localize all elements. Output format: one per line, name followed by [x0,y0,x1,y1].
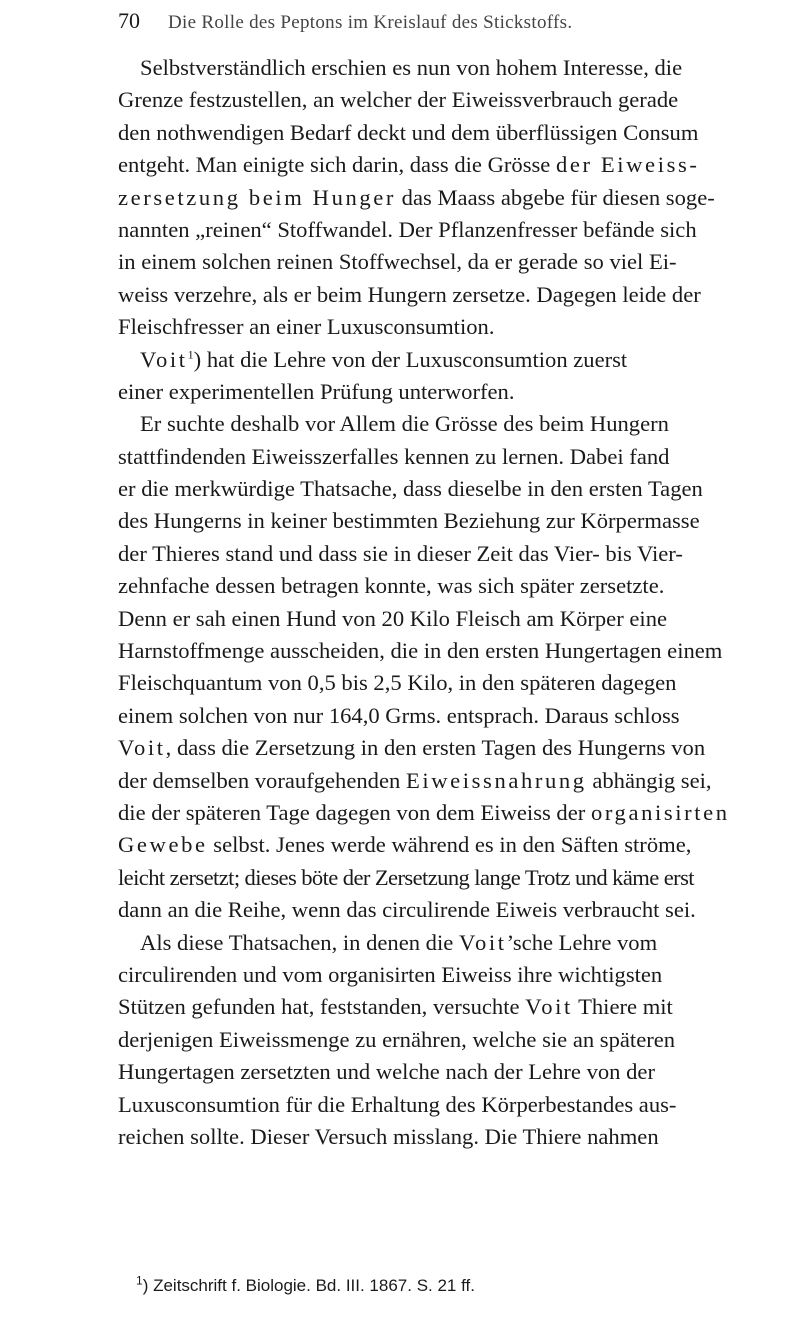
text-line: Als diese Thatsachen, in denen die Voit’sche Lehre vom [140,929,658,955]
page-number: 70 [118,8,140,33]
text-line: entgeht. Man einigte sich darin, dass die Grösse der Eiweiss- [118,152,700,178]
text-line: Gewebe selbst. Jenes werde während es in den Säften ströme, [118,832,692,858]
text-line: der Thieres stand und dass sie in dieser Zeit das Vier- bis Vier- [118,540,683,566]
text-line: der demselben voraufgehenden Eiweissnahrung abhängig sei, [118,767,712,793]
author-name: Voit [525,994,573,1020]
footnote-marker: 1 [136,1273,143,1288]
text-line: stattfindenden Eiweisszerfalles kennen zu lernen. Dabei fand [118,443,670,469]
text-line: Er suchte deshalb vor Allem die Grösse des beim Hungern [140,411,669,437]
emphasis-spaced: Eiweissnahrung [405,767,587,793]
text-line: den nothwendigen Bedarf deckt und dem überflüssigen Consum [118,119,699,145]
running-head: Die Rolle des Peptons im Kreislauf des Stickstoffs. [168,12,573,33]
text-line: Grenze festzustellen, an welcher der Eiweissverbrauch gerade [118,87,679,113]
author-name: Voit [458,929,507,955]
author-name: Voit [118,735,166,761]
text-line: Luxusconsumtion für die Erhaltung des Körperbestandes aus- [118,1091,677,1117]
text-line: weiss verzehre, als er beim Hungern zersetze. Dagegen leide der [118,281,701,307]
text-line: Selbstverständlich erschien es nun von hohem Interesse, die [140,55,683,80]
text-line: in einem solchen reinen Stoffwechsel, da er gerade so viel Ei- [118,249,677,275]
text-line: reichen sollte. Dieser Versuch misslang. Die Thiere nahmen [118,1123,659,1149]
text-line: die der späteren Tage dagegen von dem Eiweiss der organisirten [118,799,730,825]
text-line: Stützen gefunden hat, feststanden, versuchte Voit Thiere mit [118,994,673,1020]
text-line: derjenigen Eiweissmenge zu ernähren, welche sie an späteren [118,1026,676,1052]
emphasis-spaced: der Eiweiss- [555,152,700,178]
text-line: Denn er sah einen Hund von 20 Kilo Fleisch am Körper eine [118,605,668,631]
emphasis-spaced: organisirten [590,799,730,825]
text-line: Fleischfresser an einer Luxusconsumtion. [118,314,495,340]
text-line: Hungertagen zersetzten und welche nach der Lehre von der [118,1059,655,1085]
page-header [118,8,758,34]
text-line: zersetzung beim Hunger das Maass abgebe für diesen soge- [118,184,715,210]
footnote [118,1273,776,1296]
text-line: zehnfache dessen betragen konnte, was sich später zersetzte. [118,573,665,599]
text-line: des Hungerns in keiner bestimmten Beziehung zur Körpermasse [118,508,700,534]
text-line: leicht zersetzt; dieses böte der Zersetzung lange Trotz und käme erst [118,864,694,890]
text-line: Voit$^1$) hat die Lehre von der Luxusconsumtion zuerst [140,346,628,372]
body-text [118,52,758,1153]
text-line: circulirenden und vom organisirten Eiweiss ihre wichtigsten [118,961,663,987]
text-line: einem solchen von nur 164,0 Grms. entsprach. Daraus schloss [118,702,680,728]
text-line: dann an die Reihe, wenn das circulirende Eiweis verbraucht sei. [118,897,696,923]
footnote-ref: 1 [187,346,194,361]
text-line: Fleischquantum von 0,5 bis 2,5 Kilo, in den späteren dagegen [118,670,677,696]
text-line: nannten „reinen“ Stoffwandel. Der Pflanzenfresser befände sich [118,216,697,242]
emphasis-spaced: zersetzung beim Hunger [118,184,397,210]
text-line: einer experimentellen Prüfung unterworfen. [118,378,515,404]
emphasis-spaced: Gewebe [118,832,208,858]
footnote-text: ) Zeitschrift f. Biologie. Bd. III. 1867. S. 21 ff. [142,1276,475,1295]
text-line: Voit, dass die Zersetzung in den ersten Tagen des Hungerns von [118,735,706,761]
text-line: Harnstoffmenge ausscheiden, die in den ersten Hungertagen einem [118,638,723,664]
author-name: Voit [140,346,188,372]
text-line: er die merkwürdige Thatsache, dass dieselbe in den ersten Tagen [118,476,703,502]
